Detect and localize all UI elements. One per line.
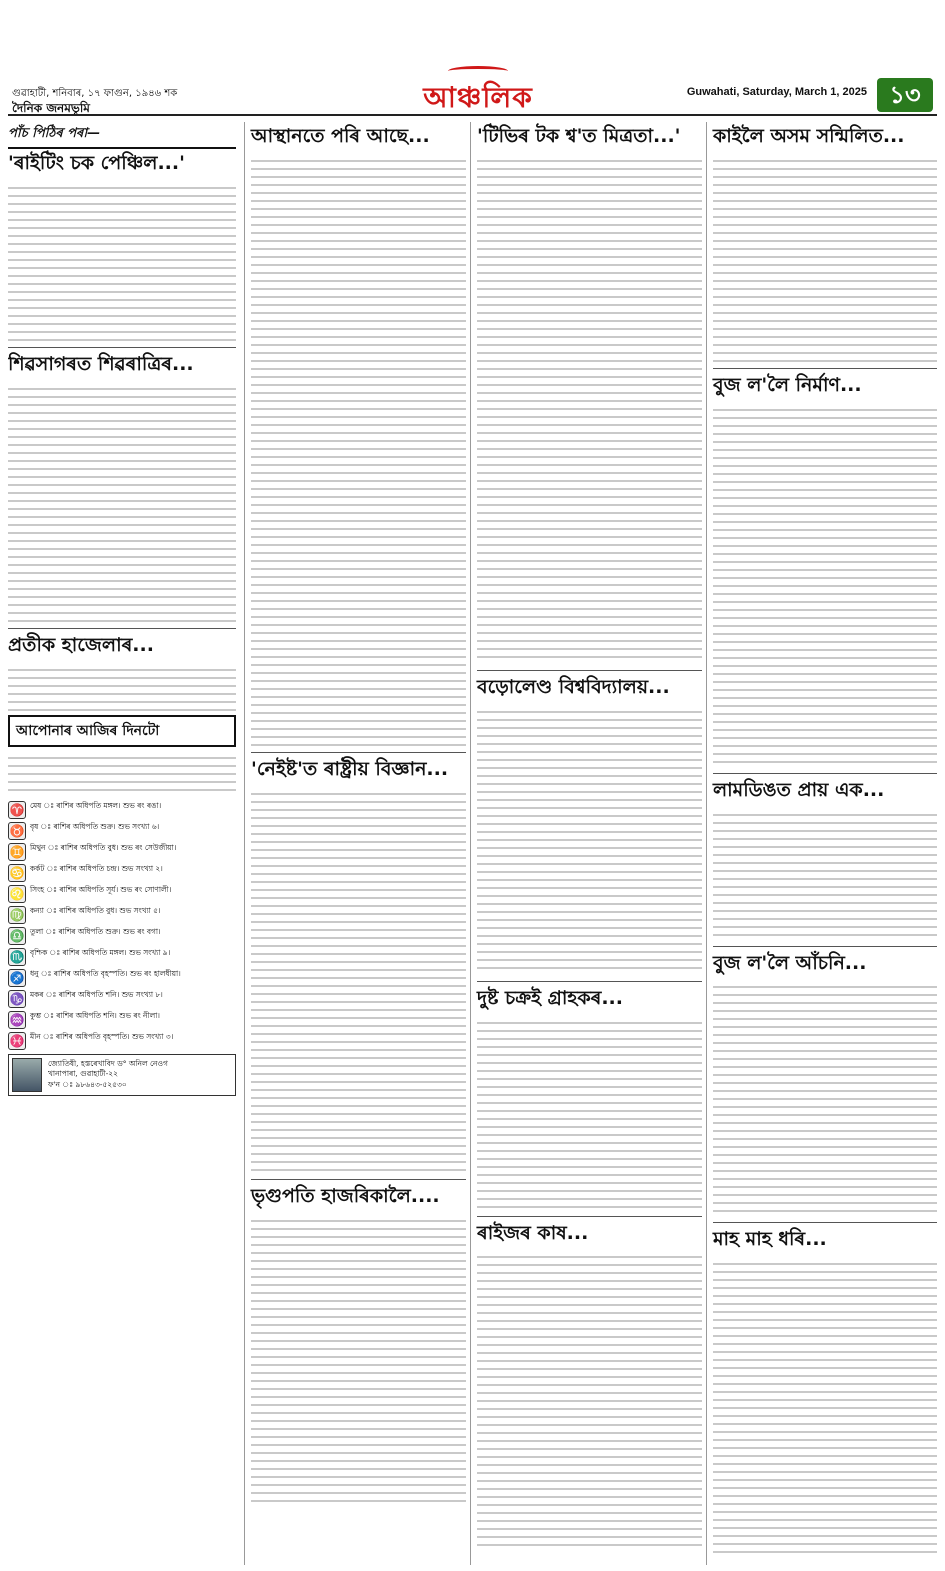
divider bbox=[713, 946, 937, 947]
divider bbox=[713, 368, 937, 369]
article-body bbox=[8, 382, 236, 622]
article-body bbox=[477, 154, 702, 664]
horoscope-item bbox=[8, 822, 236, 840]
horoscope-item bbox=[8, 843, 236, 861]
astrologer-place: খানাপাৰা, গুৱাহাটী-২২ bbox=[48, 1069, 119, 1079]
zodiac-icon: ♈ bbox=[9, 802, 25, 817]
article-body bbox=[477, 1250, 702, 1550]
column-4 bbox=[706, 122, 937, 1565]
header-rule bbox=[8, 114, 937, 116]
astrologer-phone: ফ'ন ঃ ৯৮৬৪৩-৫২৫৩০ bbox=[48, 1079, 127, 1089]
astrologer-box bbox=[8, 1054, 236, 1096]
horoscope-item bbox=[8, 927, 236, 945]
zodiac-icon: ♒ bbox=[9, 1012, 25, 1027]
horoscope-intro bbox=[8, 751, 236, 797]
horoscope-item bbox=[8, 1011, 236, 1029]
header-date-assamese: গুৱাহাটী, শনিবাৰ, ১৭ ফাগুন, ১৯৪৬ শক bbox=[12, 88, 178, 99]
article-body bbox=[477, 705, 702, 975]
zodiac-icon: ♊ bbox=[9, 844, 25, 859]
headline-shivaratri: শিৱসাগৰত শিৱৰাত্ৰিৰ... bbox=[8, 352, 194, 375]
zodiac-icon: ♑ bbox=[9, 991, 25, 1006]
headline-tv-talkshow: 'টিভিৰ টক শ্ব'ত মিত্ৰতা...' bbox=[477, 125, 681, 147]
horoscope-text: ধনু ঃ ৰাশিৰ অধিপতি বৃহস্পতি। শুভ ৰং হালধীয়া। bbox=[30, 968, 181, 978]
horoscope-text: কন্যা ঃ ৰাশিৰ অধিপতি বুধ। শুভ সংখ্যা ৫। bbox=[30, 905, 161, 915]
horoscope-item bbox=[8, 885, 236, 903]
article-body bbox=[713, 1257, 937, 1557]
article-body bbox=[8, 663, 236, 711]
divider bbox=[251, 1179, 466, 1180]
article-body bbox=[251, 154, 466, 746]
article-body bbox=[251, 1214, 466, 1504]
horoscope-text: মকৰ ঃ ৰাশিৰ অধিপতি শনি। শুভ সংখ্যা ৮। bbox=[30, 989, 163, 999]
article-body bbox=[713, 808, 937, 940]
headline-bhrigupati: ভৃগুপতি হাজৰিকালৈ.... bbox=[251, 1184, 440, 1207]
column-3 bbox=[470, 122, 702, 1565]
astrologer-photo bbox=[12, 1058, 42, 1092]
header-date-english: Guwahati, Saturday, March 1, 2025 bbox=[686, 86, 867, 98]
divider bbox=[251, 752, 466, 753]
zodiac-icon: ♋ bbox=[9, 865, 25, 880]
page-header bbox=[8, 0, 937, 118]
headline-nist-science: 'নেইষ্ট'ত ৰাষ্ট্ৰীয় বিজ্ঞান... bbox=[251, 757, 449, 780]
divider bbox=[713, 1222, 937, 1223]
headline-buj-loloi-nirman: বুজ ল'লৈ নিৰ্মাণ... bbox=[713, 373, 862, 396]
page-number: ১৩ bbox=[877, 78, 933, 112]
article-body bbox=[8, 181, 236, 341]
headline-dushta-chakra: দুষ্ট চক্ৰই গ্ৰাহকৰ... bbox=[477, 986, 623, 1009]
horoscope-text: মিথুন ঃ ৰাশিৰ অধিপতি বুধ। শুভ ৰং সেউজীয়া। bbox=[30, 842, 177, 852]
headline-asthanate: আস্থানতে পৰি আছে... bbox=[251, 125, 430, 147]
column-2 bbox=[244, 122, 466, 1565]
divider bbox=[477, 981, 702, 982]
headline-buj-loloi-ashoni: বুজ ল'লৈ আঁচনি... bbox=[713, 951, 867, 974]
headline-kailoi-asom: কাইলৈ অসম সন্মিলিত... bbox=[713, 125, 905, 147]
horoscope-list bbox=[8, 801, 236, 1050]
column-1 bbox=[8, 122, 236, 1565]
article-body bbox=[477, 1016, 702, 1210]
zodiac-icon: ♌ bbox=[9, 886, 25, 901]
horoscope-item bbox=[8, 906, 236, 924]
divider bbox=[477, 670, 702, 671]
continued-kicker: পাঁচ পিঠিৰ পৰা— bbox=[8, 122, 236, 149]
zodiac-icon: ♓ bbox=[9, 1033, 25, 1048]
headline-protik-hajela: প্ৰতীক হাজেলাৰ... bbox=[8, 633, 154, 656]
zodiac-icon: ♏ bbox=[9, 949, 25, 964]
horoscope-title: আপোনাৰ আজিৰ দিনটো bbox=[8, 715, 236, 747]
horoscope-text: সিংহ ঃ ৰাশিৰ অধিপতি সূৰ্য। শুভ ৰং সোণালী। bbox=[30, 884, 172, 894]
horoscope-item bbox=[8, 864, 236, 882]
zodiac-icon: ♉ bbox=[9, 823, 25, 838]
article-body bbox=[713, 980, 937, 1216]
horoscope-item bbox=[8, 1032, 236, 1050]
zodiac-icon: ♎ bbox=[9, 928, 25, 943]
masthead-ornament bbox=[448, 66, 508, 76]
horoscope-text: কুম্ভ ঃ ৰাশিৰ অধিপতি শনি। শুভ ৰং নীলা। bbox=[30, 1010, 160, 1020]
article-body bbox=[713, 154, 937, 362]
article-body bbox=[251, 787, 466, 1173]
headline-raijor-kash: ৰাইজৰ কাষ... bbox=[477, 1221, 589, 1244]
zodiac-icon: ♐ bbox=[9, 970, 25, 985]
horoscope-text: বৃশ্চিক ঃ ৰাশিৰ অধিপতি মঙ্গল। শুভ সংখ্যা ৯। bbox=[30, 947, 171, 957]
zodiac-icon: ♍ bbox=[9, 907, 25, 922]
horoscope-text: কৰ্কট ঃ ৰাশিৰ অধিপতি চন্দ্ৰ। শুভ সংখ্যা ২। bbox=[30, 863, 163, 873]
horoscope-item bbox=[8, 948, 236, 966]
divider bbox=[8, 628, 236, 629]
headline-lumding: লামডিঙত প্ৰায় এক... bbox=[713, 778, 885, 801]
divider bbox=[713, 773, 937, 774]
headline-writing-chalk: 'ৰাইটিং চক পেঞ্চিল...' bbox=[8, 152, 185, 174]
astrologer-details bbox=[48, 1059, 168, 1089]
horoscope-text: মেষ ঃ ৰাশিৰ অধিপতি মঙ্গল। শুভ ৰং ৰঙা। bbox=[30, 800, 162, 810]
headline-mah-mah-dhori: মাহ মাহ ধৰি... bbox=[713, 1228, 827, 1251]
header-paper-name: দৈনিক জনমভূমি bbox=[12, 101, 90, 115]
horoscope-text: মীন ঃ ৰাশিৰ অধিপতি বৃহস্পতি। শুভ সংখ্যা ৩। bbox=[30, 1031, 174, 1041]
horoscope-text: তুলা ঃ ৰাশিৰ অধিপতি শুক্ৰ। শুভ ৰং বগা। bbox=[30, 926, 161, 936]
divider bbox=[477, 1216, 702, 1217]
headline-bodoland-university: বড়োলেণ্ড বিশ্ববিদ্যালয়... bbox=[477, 675, 670, 698]
horoscope-text: বৃষ ঃ ৰাশিৰ অধিপতি শুক্ৰ। শুভ সংখ্যা ৬। bbox=[30, 821, 160, 831]
masthead: আঞ্চলিক bbox=[423, 81, 533, 114]
article-body bbox=[713, 403, 937, 767]
horoscope-item bbox=[8, 990, 236, 1008]
horoscope-item bbox=[8, 801, 236, 819]
divider bbox=[8, 347, 236, 348]
horoscope-item bbox=[8, 969, 236, 987]
astrologer-name: জ্যোতিষী, হস্তৰেখাবিদ ড° অনিল নেওগ bbox=[48, 1059, 168, 1069]
